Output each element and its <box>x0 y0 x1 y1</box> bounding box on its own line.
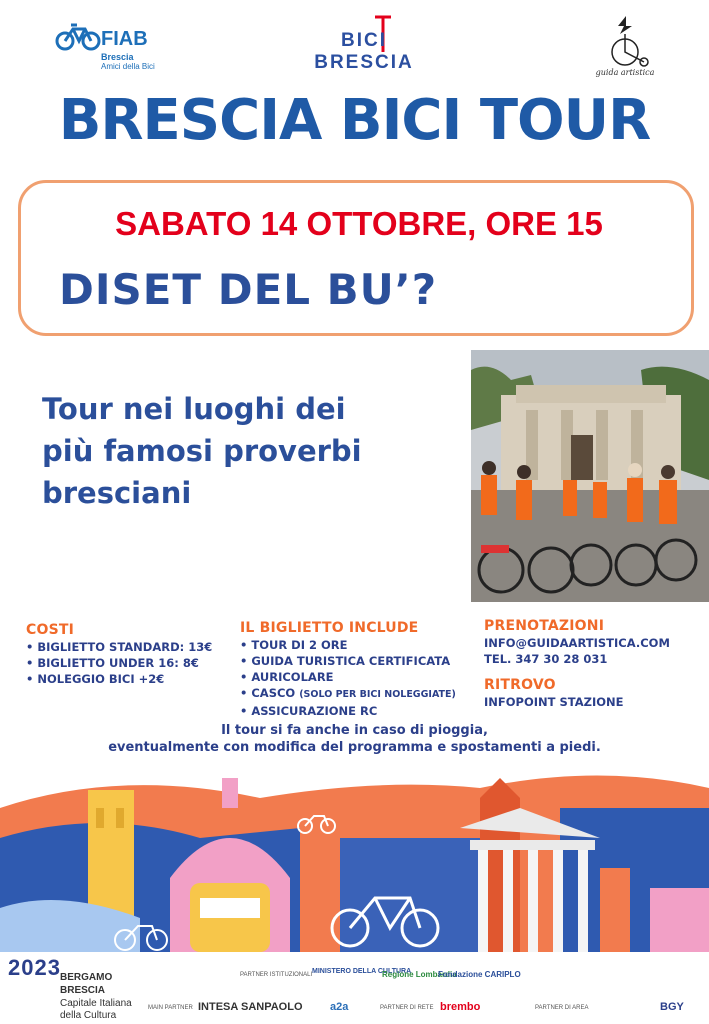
ticket-includes-section <box>240 620 456 719</box>
rain-notice <box>0 722 709 756</box>
helmet-note: (SOLO PER BICI NOLEGGIATE) <box>299 689 456 700</box>
guida-artistica-logo <box>590 12 660 82</box>
fiab-city: Brescia <box>101 52 134 62</box>
capital-city1: BERGAMO <box>60 972 113 983</box>
costs-heading: COSTI <box>26 622 75 638</box>
sponsor-lombardia: Regione Lombardia <box>382 970 457 979</box>
fiab-logo <box>55 18 165 70</box>
sponsor-cariplo: Fondazione CARIPLO <box>438 970 521 979</box>
sponsor-intesa: INTESA SANPAOLO <box>198 1001 303 1013</box>
ticket-item-helmet <box>240 685 456 703</box>
cost-item: • BIGLIETTO STANDARD: 13€ <box>26 640 213 654</box>
bici-brescia-logo <box>314 14 414 74</box>
media-partner-label: PARTNER DI RETE <box>380 1005 434 1011</box>
booking-email[interactable]: INFO@GUIDAARTISTICA.COM <box>484 636 670 650</box>
capital-line1: Capitale Italiana <box>60 998 132 1009</box>
city-skyline-illustration <box>0 768 709 952</box>
cost-item: • BIGLIETTO UNDER 16: 8€ <box>26 656 199 670</box>
event-name: DISET DEL BU’? <box>59 265 438 314</box>
event-box <box>18 180 694 336</box>
sponsor-bgy: BGY <box>660 1001 684 1013</box>
sponsor-a2a: a2a <box>330 1001 349 1013</box>
tour-photo <box>471 350 709 602</box>
meeting-heading: RITROVO <box>484 677 556 693</box>
main-title: BRESCIA BICI TOUR <box>58 88 651 153</box>
partner-label: PARTNER ISTITUZIONALI <box>240 972 313 978</box>
rain-notice-line: eventualmente con modifica del programma e spostamenti a piedi. <box>108 740 601 755</box>
costs-section <box>26 622 212 687</box>
rain-notice-line: Il tour si fa anche in caso di pioggia, <box>221 723 488 738</box>
ticket-item: • TOUR DI 2 ORE <box>240 638 348 652</box>
angel-penny-farthing-icon <box>598 12 654 68</box>
ticket-item: • AURICOLARE <box>240 670 334 684</box>
sponsor-ministero: MINISTERO DELLA CULTURA <box>312 968 412 975</box>
fiab-tagline: Amici della Bici <box>101 62 155 71</box>
tour-description-line: bresciani <box>42 476 192 510</box>
other-partner-label: PARTNER DI AREA <box>535 1005 589 1011</box>
booking-heading: PRENOTAZIONI <box>484 618 605 634</box>
bicycle-icon <box>55 22 101 52</box>
main-partner-label: MAIN PARTNER <box>148 1005 193 1011</box>
capital-line2: della Cultura <box>60 1010 117 1021</box>
booking-phone[interactable]: TEL. 347 30 28 031 <box>484 652 608 666</box>
meeting-place: INFOPOINT STAZIONE <box>484 695 624 709</box>
bici-brescia-line1: BICI <box>341 30 387 51</box>
fiab-name: FIAB <box>101 28 148 50</box>
guida-caption: guida artistica <box>595 68 655 77</box>
sponsor-footer <box>0 952 709 1024</box>
helmet-label: • CASCO <box>240 686 296 700</box>
ticket-item: • GUIDA TURISTICA CERTIFICATA <box>240 654 451 668</box>
ticket-item: • ASSICURAZIONE RC <box>240 704 378 718</box>
ticket-heading: IL BIGLIETTO INCLUDE <box>240 620 419 636</box>
sponsor-brembo: brembo <box>440 1001 481 1013</box>
booking-section <box>484 618 670 710</box>
tour-description <box>42 388 462 514</box>
event-date: SABATO 14 OTTOBRE, ORE 15 <box>115 205 603 242</box>
tour-description-line: più famosi proverbi <box>42 434 362 468</box>
capital-year: 2023 <box>8 955 61 980</box>
tour-description-line: Tour nei luoghi dei <box>42 392 346 426</box>
bici-brescia-line2: BRESCIA <box>314 52 414 73</box>
capital-city2: BRESCIA <box>60 985 106 996</box>
cost-item: • NOLEGGIO BICI +2€ <box>26 672 165 686</box>
